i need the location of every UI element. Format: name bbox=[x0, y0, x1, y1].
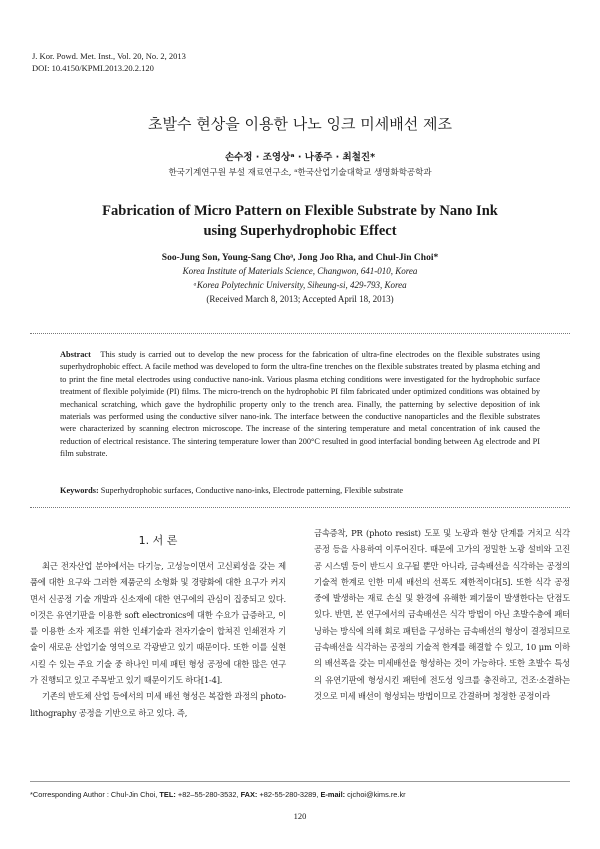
received-dates: (Received March 8, 2013; Accepted April 18, 2013) bbox=[206, 294, 394, 304]
english-title bbox=[60, 201, 540, 241]
english-title-line2: using Superhydrophobic Effect bbox=[203, 223, 397, 239]
tel-label: TEL: bbox=[159, 790, 176, 799]
footnote bbox=[30, 790, 406, 799]
korean-affiliation: 한국기계연구원 부설 재료연구소, ᵃ한국산업기술대학교 생명화학공학과 bbox=[168, 168, 432, 178]
page-number: 120 bbox=[293, 811, 307, 821]
fax-label: FAX: bbox=[240, 790, 258, 799]
english-affiliation-1: Korea Institute of Materials Science, Changwon, 641-010, Korea bbox=[182, 266, 418, 276]
keywords-label: Keywords: bbox=[60, 486, 99, 495]
tel-number: +82–55-280-3532, bbox=[175, 790, 241, 799]
english-authors: Soo-Jung Son, Young-Sang Choᵃ, Jong Joo Rha, and Chul-Jin Choi* bbox=[161, 253, 439, 263]
journal-citation: J. Kor. Powd. Met. Inst., Vol. 20, No. 2, 2013 bbox=[32, 51, 186, 61]
paragraph: 기존의 반도체 산업 등에서의 미세 배선 형성은 복잡한 과정의 photo-lithography 공정을 기반으로 하고 있다. 즉, bbox=[30, 691, 286, 718]
keywords bbox=[60, 486, 540, 495]
section-heading: 1. 서 론 bbox=[138, 534, 178, 547]
english-affiliation-2: ᵃKorea Polytechnic University, Siheung-si, 429-793, Korea bbox=[193, 280, 407, 290]
paragraph: 금속증착, PR (photo resist) 도포 및 노광과 현상 단계를 거치고 식각 공정 등을 사용하여 이루어진다. 때문에 고가의 정밀한 노광 설비와 고진공 시스템 등이 반드시 요구될 뿐만 아니라, 금속배선을 식각하는 공정의 기술적 한계로 인한 미세 배선의 선폭도 제한적이다[5]. 또한 식각 공정 중에 발생하는 재료 손실 및 환경에 유해한 폐기물이 발생한다는 단점도 있다. 반면, 본 연구에서의 금속배선은 식각 방법이 아닌 초발수층에 패터닝하는 방식에 의해 회로 패턴을 구성하는 금속배선의 형상이 결정되므로 금속배선을 식각하는 공정의 기술적 한계를 해결할 수 있고, 10 μm 이하의 배선폭을 갖는 미세배선을 형성하는 것이 가능하다. 또한 초발수 특성의 유연기판에 형성시킨 패턴에 전도성 잉크를 충진하고, 건조·소결하는 것으로 미세 배선이 형성되는 방법이므로 간결하며 청정한 공정이라 bbox=[314, 528, 570, 701]
footnote-rule bbox=[30, 781, 570, 782]
paragraph: 최근 전자산업 분야에서는 다기능, 고성능이면서 고신뢰성을 갖는 제품에 대한 요구와 그러한 제품군의 소형화 및 경량화에 대한 요구가 커지면서 신공정 기술 개발과 신소재에 대한 연구에의 관심이 집중되고 있다. 이것은 유연기판을 이용한 soft electronics에 대한 수요가 급증하고, 이를 이용한 소자 제조를 위한 인쇄기술과 전자기술이 합쳐진 인쇄전자 기술이 새로운 산업기술 영역으로 각광받고 있기 때문이다. 또한 이를 실현시킬 수 있는 주요 기술 중 하나인 미세 패턴 형성 공정에 대한 많은 연구가 진행되고 있고 주목받고 있기 때문이기도 하다[1-4]. bbox=[30, 561, 286, 686]
abstract bbox=[60, 349, 540, 461]
fax-number: +82-55-280-3289, bbox=[257, 790, 321, 799]
journal-info bbox=[32, 50, 186, 74]
divider-top bbox=[30, 333, 570, 334]
left-column bbox=[30, 558, 286, 721]
abstract-label: Abstract bbox=[60, 350, 91, 359]
english-title-line1: Fabrication of Micro Pattern on Flexible Substrate by Nano Ink bbox=[102, 203, 498, 219]
divider-bottom bbox=[30, 507, 570, 508]
right-column bbox=[314, 525, 570, 704]
abstract-text: This study is carried out to develop the new process for the fabrication of ultra-fine electrodes on the flexible substrates using superhydrophobic effect. A facile method was developed to form the ultra-fine trenches on the flexible substrates treated by plasma etching and to print the fine metal electrodes using conductive nano-ink. Various plasma etching conditions were investigated for the hydrophobic surface treatment of flexible polyimide (PI) films. The micro-trench on the hydrophobic PI film fabricated under optimized conditions was obtained by mechanical scratching, which gave the hydrophilic property only to the trench area. Finally, the patterning by selective deposition of ink materials was performed using the conductive silver nano-ink. The interface between the conductive nanoparticles and the flexible substrates were characterized by scanning electron microscope. The increase of the sintering temperature and metal concentration of ink caused the reduction of electrical resistance. The sintering temperature lower than 200°C resulted in good interfacial bonding between Ag electrode and PI film substrate. bbox=[60, 350, 540, 459]
keywords-text: Superhydrophobic surfaces, Conductive nano-inks, Electrode patterning, Flexible substrate bbox=[100, 486, 404, 495]
journal-doi: DOI: 10.4150/KPMI.2013.20.2.120 bbox=[32, 63, 154, 73]
footnote-author: *Corresponding Author : Chul-Jin Choi, bbox=[30, 790, 160, 799]
korean-title: 초발수 현상을 이용한 나노 잉크 미세배선 제조 bbox=[148, 115, 452, 133]
email-address: cjchoi@kims.re.kr bbox=[345, 790, 406, 799]
email-label: E-mail: bbox=[320, 790, 346, 799]
korean-authors: 손수정 · 조영상ᵃ · 나종주 · 최철진* bbox=[224, 152, 376, 163]
